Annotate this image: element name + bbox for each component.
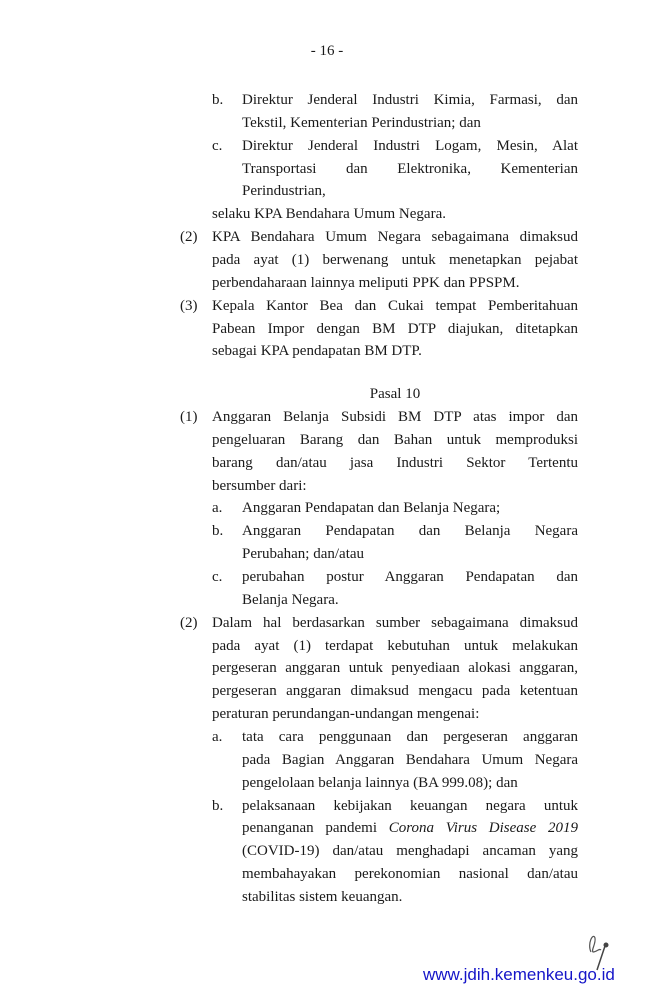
text-line: penanganan pandemi Corona Virus Disease 2019 <box>242 820 578 837</box>
text-line: (COVID-19) dan/atau menghadapi ancaman yang <box>242 843 578 860</box>
text-line: Perubahan; dan/atau <box>242 546 365 563</box>
text-line: Anggaran Belanja Subsidi BM DTP atas impor dan <box>212 409 578 426</box>
item-letter: c. <box>212 137 223 154</box>
clause-number: (2) <box>180 229 198 246</box>
text-line: barang dan/atau jasa Industri Sektor Tertentu <box>212 454 578 471</box>
text-line: Belanja Negara. <box>242 591 339 608</box>
item-letter: a. <box>212 500 223 517</box>
text-line: Kepala Kantor Bea dan Cukai tempat Pemberitahuan <box>212 297 578 314</box>
text-line: stabilitas sistem keuangan. <box>242 888 403 905</box>
section-heading: Pasal 10 <box>369 386 421 403</box>
text-line: peraturan perundangan-undangan mengenai: <box>212 706 480 723</box>
clause-number: (1) <box>180 409 198 426</box>
text-line: Perindustrian, <box>242 183 326 200</box>
text-line: tata cara penggunaan dan pergeseran anggaran <box>242 728 578 745</box>
text-line: membahayakan perekonomian nasional dan/atau <box>242 866 578 883</box>
text-line: sebagai KPA pendapatan BM DTP. <box>212 343 422 360</box>
clause-number: (2) <box>180 614 198 631</box>
text-line: Pabean Impor dengan BM DTP diajukan, ditetapkan <box>212 320 578 337</box>
text-line: bersumber dari: <box>212 477 307 494</box>
clause-number: (3) <box>180 297 198 314</box>
text-line: Tekstil, Kementerian Perindustrian; dan <box>242 114 481 131</box>
text-line: pengelolaan belanja lainnya (BA 999.08); dan <box>242 774 518 791</box>
text-line: pada ayat (1) terdapat kebutuhan untuk melakukan <box>212 637 578 654</box>
item-letter: b. <box>212 797 224 814</box>
text-line: Transportasi dan Elektronika, Kementerian <box>242 160 578 177</box>
text-line: Direktur Jenderal Industri Logam, Mesin, Alat <box>242 137 578 154</box>
text-line: perbendaharaan lainnya meliputi PPK dan PPSPM. <box>212 274 520 291</box>
text-line: Direktur Jenderal Industri Kimia, Farmasi, dan <box>242 92 578 108</box>
text-line: pergeseran anggaran dimaksud mengacu pada ketentuan <box>212 683 578 700</box>
text-line: Anggaran Pendapatan dan Belanja Negara; <box>242 500 501 517</box>
item-letter: b. <box>212 92 224 108</box>
footer-website-link[interactable]: www.jdih.kemenkeu.go.id <box>423 965 615 984</box>
text-line: KPA Bendahara Umum Negara sebagaimana dimaksud <box>212 229 578 246</box>
item-letter: b. <box>212 523 224 540</box>
item-letter: a. <box>212 728 223 745</box>
text-line: Dalam hal berdasarkan sumber sebagaimana dimaksud <box>212 614 578 631</box>
page-number: - 16 - <box>310 43 344 59</box>
text-line: Anggaran Pendapatan dan Belanja Negara <box>242 523 578 540</box>
text-line: perubahan postur Anggaran Pendapatan dan <box>242 569 578 585</box>
text-line: pengeluaran Barang dan Bahan untuk memproduksi <box>212 431 578 448</box>
text-line: pada ayat (1) berwenang untuk menetapkan pejabat <box>212 251 578 268</box>
text-line: pergeseran anggaran untuk penyediaan alokasi anggaran, <box>212 660 578 677</box>
text-line: pelaksanaan kebijakan keuangan negara untuk <box>242 797 578 814</box>
item-letter: c. <box>212 569 223 585</box>
text-line: selaku KPA Bendahara Umum Negara. <box>212 206 446 223</box>
text-line: pada Bagian Anggaran Bendahara Umum Negara <box>242 751 578 768</box>
